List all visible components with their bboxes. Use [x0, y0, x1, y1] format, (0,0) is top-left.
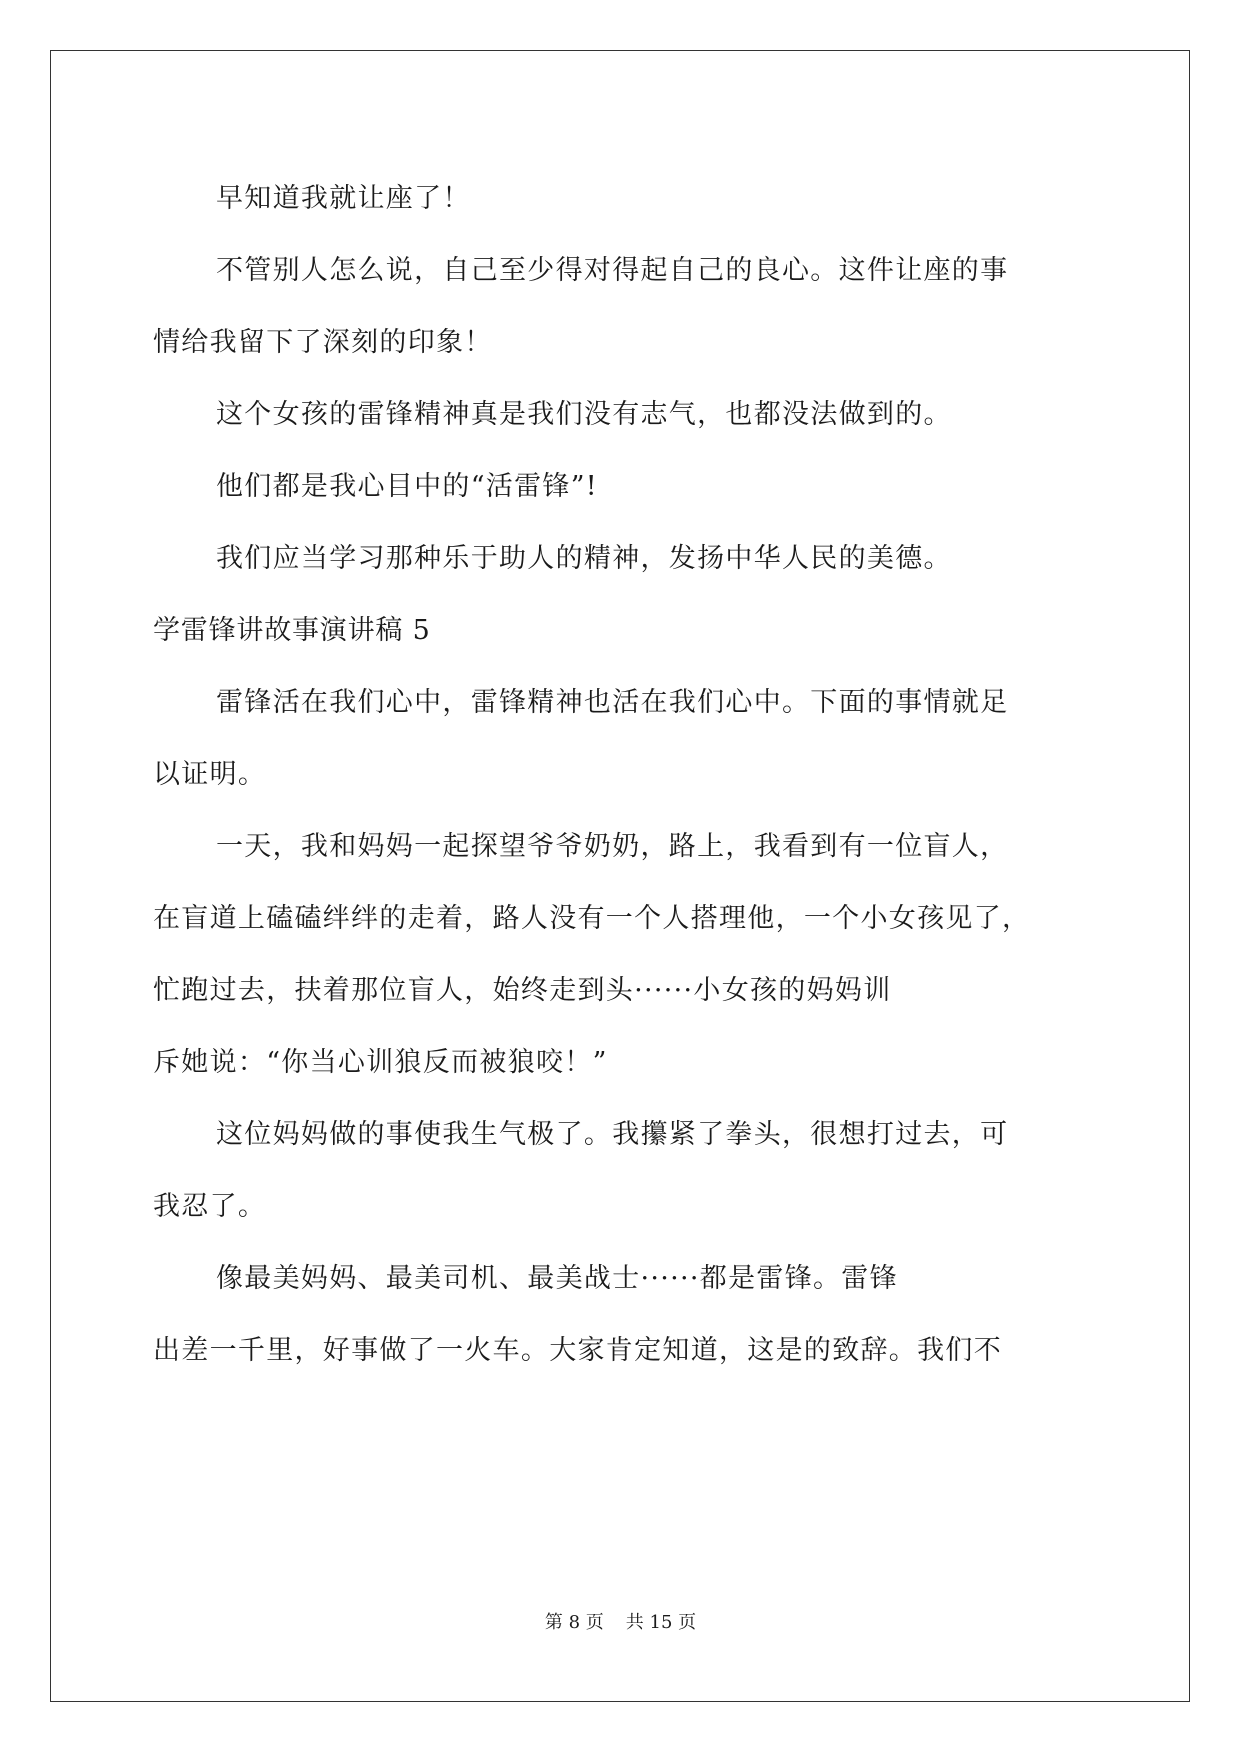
text-line: 在盲道上磕磕绊绊的走着，路人没有一个人搭理他，一个小女孩见了，: [153, 903, 1031, 934]
page-total: 共 15 页: [625, 1612, 697, 1633]
text-line: 这位妈妈做的事使我生气极了。我攥紧了拳头，很想打过去，可: [216, 1119, 1009, 1150]
text-line: 我们应当学习那种乐于助人的精神，发扬中华人民的美德。: [216, 543, 952, 574]
text-line: 早知道我就让座了！: [216, 183, 471, 214]
text-line: 一天，我和妈妈一起探望爷爷奶奶，路上，我看到有一位盲人，: [216, 831, 1009, 862]
text-line: 他们都是我心目中的“活雷锋”!: [216, 471, 598, 502]
text-line: 这个女孩的雷锋精神真是我们没有志气，也都没法做到的。: [216, 399, 952, 430]
text-line: 斥她说：“你当心训狼反而被狼咬！”: [153, 1047, 608, 1078]
text-line: 像最美妈妈、最美司机、最美战士······都是雷锋。雷锋: [216, 1263, 898, 1294]
text-line: 我忍了。: [153, 1191, 267, 1222]
text-line: 不管别人怎么说，自己至少得对得起自己的良心。这件让座的事: [216, 255, 1009, 286]
text-line: 雷锋活在我们心中，雷锋精神也活在我们心中。下面的事情就足: [216, 687, 1009, 718]
text-line: 情给我留下了深刻的印象！: [153, 327, 493, 358]
section-heading: 学雷锋讲故事演讲稿 5: [153, 615, 431, 646]
text-line: 出差一千里，好事做了一火车。大家肯定知道，这是的致辞。我们不: [153, 1335, 1002, 1366]
page-number: 第 8 页: [544, 1612, 604, 1633]
text-line: 忙跑过去，扶着那位盲人，始终走到头······小女孩的妈妈训: [153, 975, 892, 1006]
text-line: 以证明。: [153, 759, 267, 790]
page-footer: [0, 1608, 1241, 1634]
document-body: [153, 163, 1098, 1387]
